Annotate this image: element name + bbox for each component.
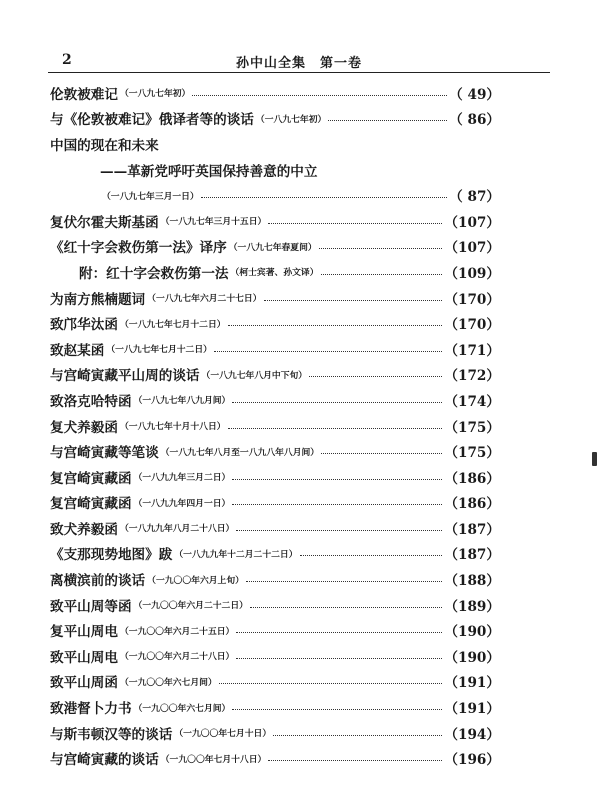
dot-leader	[264, 299, 443, 301]
entry-date-note: （一八九七年七月十二日）	[119, 319, 226, 330]
entry-date-note: （一八九七年十月十八日）	[119, 422, 226, 433]
entry-page-number: （191）	[444, 675, 500, 692]
entry-page-number: （ 86）	[449, 112, 500, 129]
entry-page-number: （194）	[444, 726, 500, 743]
entry-date-note: （一九〇〇年七月十日）	[174, 729, 272, 740]
entry-date-note: （柯士宾著、孙文译）	[230, 268, 319, 279]
entry-page-number: （174）	[444, 393, 500, 410]
toc-entry	[50, 464, 500, 490]
entry-date-note: （一八九七年初）	[255, 114, 327, 125]
entry-date-note: （一八九七年八九月间）	[133, 396, 231, 407]
toc-entry	[50, 566, 500, 592]
entry-title: ——革新党呼吁英国保持善意的中立	[100, 163, 318, 180]
dot-leader	[214, 350, 442, 352]
toc-entry	[50, 745, 500, 771]
entry-date-note: （一九〇〇年六七月间）	[133, 703, 231, 714]
toc-entry	[50, 669, 500, 695]
dot-leader	[219, 682, 443, 684]
entry-title: 《支那现势地图》跋	[50, 547, 173, 564]
entry-page-number: （196）	[444, 752, 500, 769]
entry-date-note: （一八九七年三月十五日）	[160, 217, 267, 228]
entry-date-note: （一八九七年春夏间）	[228, 242, 317, 253]
toc-entry	[50, 720, 500, 746]
entry-date-note: （一八九七年七月十二日）	[106, 345, 212, 356]
entry-title: 复平山周电	[50, 624, 118, 641]
dot-leader	[250, 606, 442, 608]
entry-page-number: （186）	[444, 470, 500, 487]
entry-page-number: （189）	[444, 598, 500, 615]
entry-title: 复宫崎寅藏函	[50, 496, 132, 513]
entry-title: 致赵某函	[50, 342, 105, 359]
toc-entry	[50, 592, 500, 618]
dot-leader	[268, 222, 442, 224]
toc-entry	[50, 362, 500, 388]
toc-entry	[50, 234, 500, 260]
entry-date-note: （一八九七年初）	[119, 89, 191, 100]
entry-date-note: （一八九七年三月一日）	[102, 191, 199, 202]
entry-title: 与宫崎寅藏等笔谈	[50, 445, 159, 462]
entry-title: 致平山周电	[50, 649, 118, 666]
entry-title: 复伏尔霍夫斯基函	[50, 214, 159, 231]
toc-entry	[50, 387, 500, 413]
dot-leader	[232, 708, 442, 710]
dot-leader	[232, 478, 442, 480]
toc-entry	[50, 438, 500, 464]
dot-leader	[300, 554, 443, 556]
entry-title: 致犬养毅函	[50, 521, 118, 538]
entry-page-number: （171）	[444, 342, 500, 359]
dot-leader	[268, 759, 442, 761]
toc-entry	[50, 285, 500, 311]
entry-page-number: （170）	[444, 317, 500, 334]
entry-title: 致平山周等函	[50, 598, 132, 615]
entry-title: 与《伦敦被难记》俄译者等的谈话	[50, 112, 254, 129]
dot-leader	[232, 503, 442, 505]
margin-mark	[592, 452, 597, 466]
toc-entry	[50, 694, 500, 720]
entry-title: 复犬养毅函	[50, 419, 118, 436]
dot-leader	[236, 657, 442, 659]
toc-entry	[50, 541, 500, 567]
entry-title: 致港督卜力书	[50, 701, 132, 718]
toc-entry	[50, 80, 500, 106]
toc-entry	[50, 208, 500, 234]
entry-page-number: （107）	[444, 240, 500, 257]
entry-title: 附：红十字会救伤第一法	[79, 265, 229, 282]
toc-entry	[50, 310, 500, 336]
entry-title: 为南方熊楠题词	[50, 291, 146, 308]
toc-entry	[50, 182, 500, 208]
entry-page-number: （190）	[444, 624, 500, 641]
toc-entry	[50, 617, 500, 643]
entry-date-note: （一八九七年八月至一八九八年八月间）	[160, 447, 320, 458]
toc-entry	[50, 643, 500, 669]
entry-date-note: （一九〇〇年六月二十五日）	[119, 626, 235, 637]
table-of-contents	[50, 80, 500, 771]
entry-date-note: （一九〇〇年六月二十八日）	[119, 652, 235, 663]
entry-title: 离横滨前的谈话	[50, 573, 146, 590]
entry-page-number: （191）	[444, 701, 500, 718]
entry-page-number: （187）	[444, 521, 500, 538]
entry-page-number: （175）	[444, 419, 500, 436]
dot-leader	[236, 529, 442, 531]
entry-title: 致平山周函	[50, 675, 118, 692]
entry-page-number: （ 87）	[449, 189, 500, 206]
dot-leader	[232, 401, 442, 403]
entry-date-note: （一八九九年十二月二十二日）	[174, 549, 298, 560]
entry-page-number: （109）	[444, 265, 500, 282]
entry-page-number: （175）	[444, 445, 500, 462]
entry-date-note: （一八九九年四月一日）	[133, 498, 231, 509]
entry-title: 与斯韦顿汉等的谈话	[50, 726, 173, 743]
toc-entry	[50, 413, 500, 439]
entry-date-note: （一八九九年三月二日）	[133, 473, 231, 484]
book-title: 孙中山全集 第一卷	[235, 56, 362, 71]
entry-title: 致洛克哈特函	[50, 393, 132, 410]
toc-entry	[50, 106, 500, 132]
page-header	[48, 50, 550, 73]
toc-entry	[50, 157, 500, 183]
entry-title: 中国的现在和未来	[50, 137, 159, 154]
entry-title: 复宫崎寅藏函	[50, 470, 132, 487]
dot-leader	[228, 324, 443, 326]
entry-date-note: （一八九七年六月二十七日）	[147, 294, 262, 305]
entry-date-note: （一九〇〇年六七月间）	[119, 677, 217, 688]
entry-date-note: （一九〇〇年六月上旬）	[147, 575, 244, 586]
dot-leader	[328, 119, 447, 121]
dot-leader	[309, 375, 442, 377]
dot-leader	[321, 452, 442, 454]
toc-entry	[50, 490, 500, 516]
entry-date-note: （一八九七年八月中下旬）	[201, 370, 308, 381]
entry-page-number: （186）	[444, 496, 500, 513]
toc-entry	[50, 259, 500, 285]
entry-page-number: （187）	[444, 547, 500, 564]
dot-leader	[228, 427, 443, 429]
entry-page-number: （170）	[444, 291, 500, 308]
dot-leader	[319, 247, 443, 249]
dot-leader	[201, 196, 447, 198]
entry-date-note: （一八九九年八月二十八日）	[119, 524, 235, 535]
toc-entry	[50, 336, 500, 362]
dot-leader	[321, 273, 443, 275]
toc-entry	[50, 515, 500, 541]
entry-page-number: （188）	[444, 573, 500, 590]
page-number: 2	[62, 52, 72, 68]
toc-entry	[50, 131, 500, 157]
entry-page-number: （172）	[444, 368, 500, 385]
dot-leader	[246, 580, 442, 582]
dot-leader	[236, 631, 442, 633]
entry-title: 与宫崎寅藏平山周的谈话	[50, 368, 200, 385]
entry-page-number: （ 49）	[449, 86, 500, 103]
entry-title: 《红十字会救伤第一法》译序	[50, 240, 227, 257]
entry-title: 致邝华汰函	[50, 317, 118, 334]
dot-leader	[192, 94, 447, 96]
entry-date-note: （一九〇〇年六月二十二日）	[133, 601, 248, 612]
entry-date-note: （一九〇〇年七月十八日）	[160, 754, 267, 765]
entry-title: 与宫崎寅藏的谈话	[50, 752, 159, 769]
dot-leader	[273, 734, 442, 736]
entry-page-number: （190）	[444, 649, 500, 666]
entry-title: 伦敦被难记	[50, 86, 118, 103]
entry-page-number: （107）	[444, 214, 500, 231]
